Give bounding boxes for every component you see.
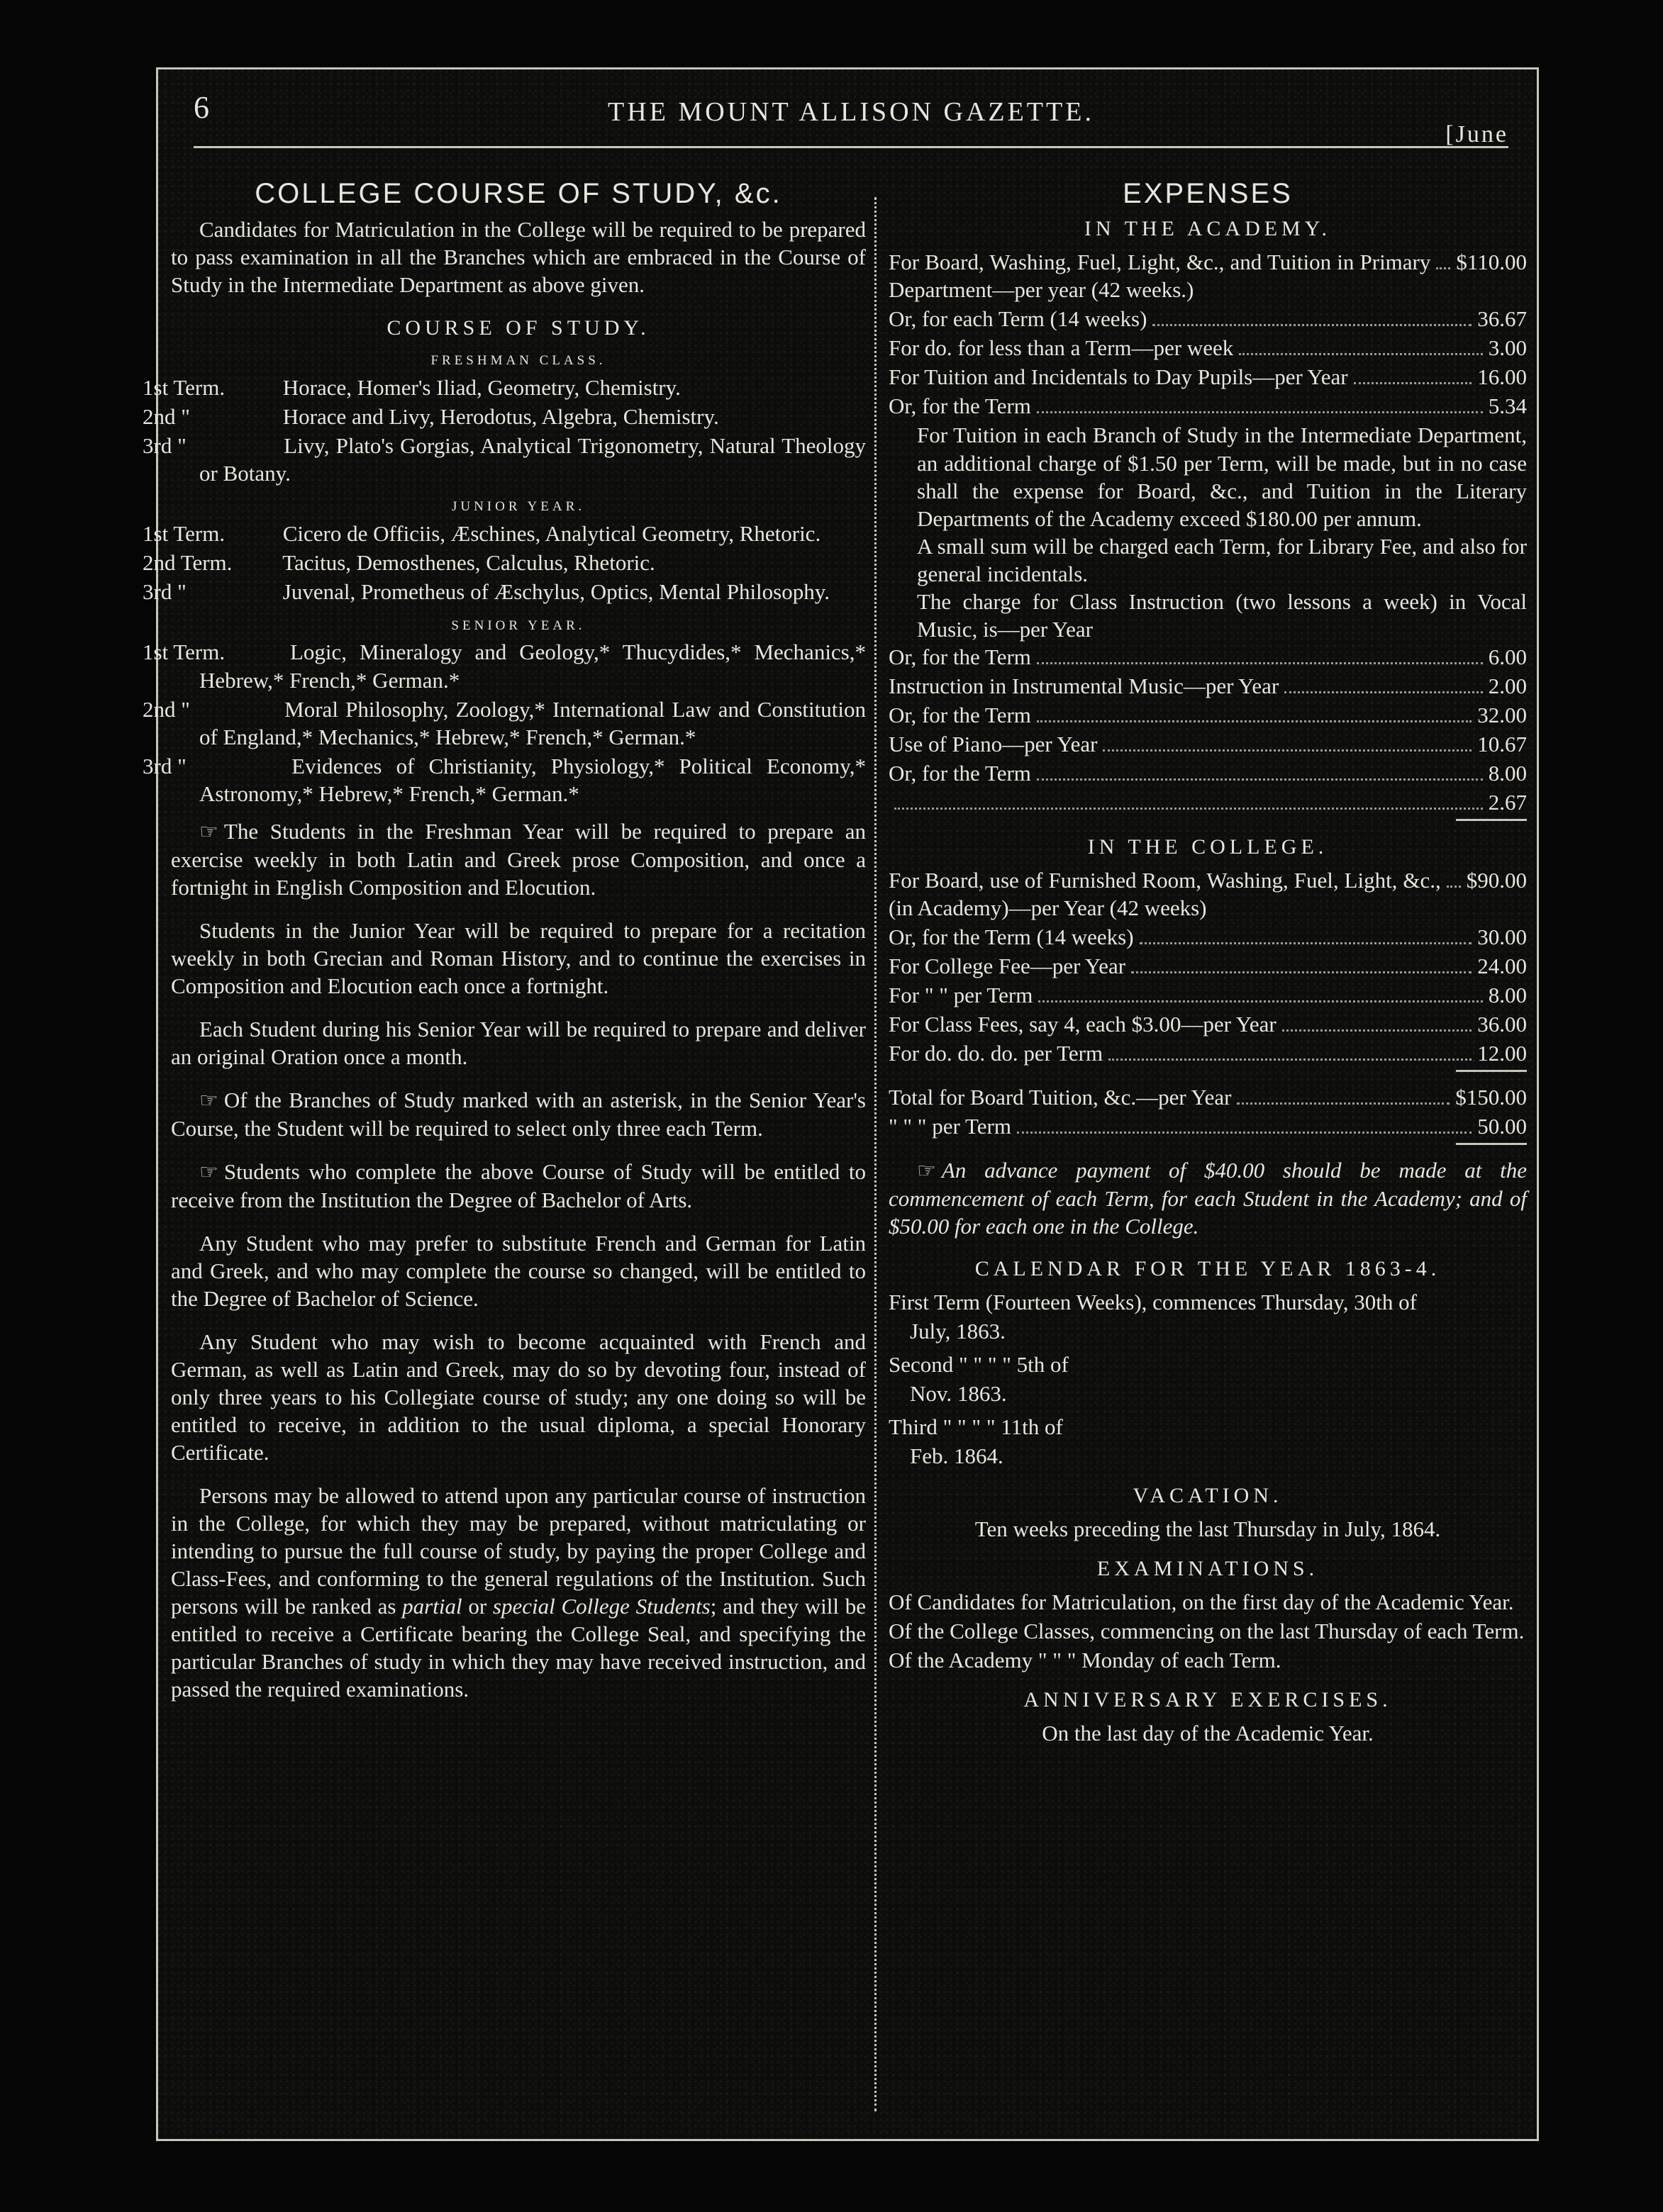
expense-row [889, 672, 1527, 700]
expense-label: For Board, Washing, Fuel, Light, &c., and Tuition in Primary Department—per year (42 weeks.) [889, 250, 1431, 303]
exam-matriculation: Of Candidates for Matriculation, on the first day of the Academic Year. [889, 1589, 1514, 1614]
expense-amount: $110.00 [1456, 250, 1527, 275]
academy-heading: IN THE ACADEMY. [1084, 217, 1332, 241]
expense-amount: 10.67 [1477, 731, 1527, 756]
expense-label: Or, for the Term (14 weeks) [889, 925, 1134, 950]
expense-amount: 50.00 [1477, 1114, 1527, 1139]
junior-term-3 [143, 578, 866, 605]
expense-label: Or, for each Term (14 weeks) [889, 306, 1147, 332]
expense-amount: 2.67 [1488, 790, 1527, 815]
term-label: 2nd Term. [143, 550, 233, 576]
expense-amount: 16.00 [1477, 364, 1527, 390]
freshman-heading: FRESHMAN CLASS. [430, 353, 606, 369]
bachelor-science-paragraph: Any Student who may prefer to substitute French and German for Latin and Greek, and who may complete the course so changed, will be entitled to the Degree of Bachelor of Science. [171, 1230, 866, 1311]
term-subjects: Horace, Homer's Iliad, Geometry, Chemistry. [282, 375, 681, 401]
dot-leader [1037, 662, 1483, 664]
dot-leader [894, 808, 1483, 810]
expense-row [889, 305, 1527, 333]
freshman-exercise-paragraph [171, 817, 866, 901]
calendar-third-term: Third " " " " 11th of [889, 1414, 1063, 1440]
dot-leader [1282, 1029, 1472, 1032]
sum-rule [1456, 819, 1527, 821]
junior-term-2 [143, 549, 866, 576]
dot-leader [1037, 720, 1472, 722]
course-section-heading: COLLEGE COURSE OF STUDY, &c. [255, 178, 782, 209]
expense-row [889, 1010, 1527, 1038]
vacation-heading: VACATION. [1133, 1484, 1283, 1508]
dot-leader [1038, 1000, 1482, 1002]
expense-label: For Class Fees, say 4, each $3.00—per Year [889, 1012, 1277, 1037]
freshman-term-3 [143, 432, 867, 487]
expense-label: " " " per Term [889, 1114, 1011, 1139]
expense-amount: 3.00 [1488, 335, 1527, 361]
dot-leader [1447, 886, 1461, 888]
expenses-heading: EXPENSES [1123, 178, 1293, 209]
masthead-title: THE MOUNT ALLISON GAZETTE. [608, 97, 1094, 127]
term-subjects: Evidences of Christianity, Physiology,* Political Economy,* Astronomy,* Hebrew,* French,* German.* [199, 753, 866, 806]
bachelor-arts-paragraph [171, 1158, 866, 1214]
expense-amount: 6.00 [1488, 644, 1527, 669]
term-label: 1st Term. [143, 521, 226, 547]
dot-leader [1037, 411, 1483, 413]
expense-label: Instruction in Instrumental Music—per Year [889, 673, 1279, 698]
calendar-heading: CALENDAR FOR THE YEAR 1863-4. [974, 1257, 1441, 1281]
dot-leader [1108, 1058, 1472, 1061]
expense-label: For College Fee—per Year [889, 954, 1126, 979]
senior-oration-paragraph: Each Student during his Senior Year will be required to prepare and deliver an original Oration once a month. [171, 1016, 866, 1069]
term-label: 3rd " [143, 579, 187, 605]
dot-leader [1436, 267, 1450, 269]
expense-label: For " " per Term [889, 983, 1033, 1008]
expense-label: Total for Board Tuition, &c.—per Year [889, 1085, 1232, 1110]
pointing-hand-icon: ☞ [917, 1159, 936, 1183]
expense-label: Or, for the Term [889, 644, 1031, 669]
total-row [889, 1083, 1527, 1111]
term-subjects: Moral Philosophy, Zoology,* International Law and Constitution of England,* Mechanics,* Hebrew,* French,* German.* [199, 696, 866, 749]
expense-row [889, 730, 1527, 758]
term-subjects: Horace and Livy, Herodotus, Algebra, Chemistry. [282, 404, 719, 430]
expense-row [889, 759, 1527, 787]
total-row [889, 1112, 1527, 1140]
gazette-page [143, 67, 1539, 2141]
expense-row [889, 952, 1527, 980]
senior-term-2 [143, 696, 866, 751]
term-label: 1st Term. [143, 375, 226, 401]
paragraph-text: or [462, 1594, 493, 1619]
expense-label: Or, for the Term [889, 761, 1031, 786]
junior-term-1 [143, 520, 866, 547]
senior-heading: SENIOR YEAR. [451, 618, 586, 633]
asterisk-note-paragraph [171, 1086, 866, 1142]
calendar-second-term-date: Nov. 1863. [910, 1381, 1007, 1407]
term-subjects: Livy, Plato's Gorgias, Analytical Trigonometry, Natural Theology or Botany. [199, 433, 867, 486]
column-divider [874, 197, 877, 2111]
paragraph-text: The Students in the Freshman Year will be required to prepare an exercise weekly in both Latin and Greek prose Composition, and once a fortnight in English Composition and Elocution. [171, 818, 866, 900]
expense-label: Or, for the Term [889, 393, 1031, 419]
expense-row [889, 981, 1527, 1009]
expense-row [889, 248, 1527, 303]
calendar-first-term: First Term (Fourteen Weeks), commences Thursday, 30th of [889, 1290, 1417, 1315]
term-subjects: Juvenal, Prometheus of Æschylus, Optics, Mental Philosophy. [282, 579, 830, 605]
vocal-music-note: The charge for Class Instruction (two lessons a week) in Vocal Music, is—per Year [917, 588, 1527, 642]
expense-row [889, 363, 1527, 391]
calendar-second-term: Second " " " " 5th of [889, 1352, 1069, 1378]
expense-label: For Board, use of Furnished Room, Washing, Fuel, Light, &c., (in Academy)—per Year (42 weeks) [889, 867, 1441, 920]
expense-amount: 30.00 [1477, 925, 1527, 950]
expense-label: Use of Piano—per Year [889, 731, 1098, 756]
freshman-term-1 [143, 374, 866, 401]
anniversary-heading: ANNIVERSARY EXERCISES. [1023, 1688, 1392, 1712]
term-label: 3rd " [143, 433, 187, 459]
issue-month: [June [1445, 121, 1508, 147]
course-of-study-heading: COURSE OF STUDY. [386, 315, 650, 340]
freshman-term-2 [143, 403, 866, 430]
page-header [194, 89, 1508, 148]
dot-leader [1140, 942, 1472, 944]
paragraph-text: Persons may be allowed to attend upon any particular course of instruction in the College, for which they may be prepared, without matriculating or intending to pursue the full course of study, by paying the proper College and Class-Fees, and conforming to the general regulations of the Institution. Such persons will be ranked as [171, 1482, 866, 1619]
pointing-hand-icon: ☞ [199, 1088, 218, 1112]
dot-leader [1131, 971, 1472, 973]
emphasis-text: partial [402, 1594, 462, 1619]
senior-term-1 [143, 638, 866, 693]
matriculation-paragraph: Candidates for Matriculation in the College will be required to be prepared to pass examination in all the Branches which are embraced in the Course of Study in the Intermediate Department as above given. [171, 217, 866, 298]
anniversary-text: On the last day of the Academic Year. [1042, 1720, 1374, 1745]
term-label: 1st Term. [143, 639, 226, 665]
expense-amount: 32.00 [1477, 702, 1527, 727]
emphasis-text: special College Students [492, 1594, 711, 1619]
exam-academy: Of the Academy " " " Monday of each Term. [889, 1648, 1281, 1673]
expense-amount: $150.00 [1455, 1085, 1527, 1110]
dot-leader [1237, 1102, 1450, 1105]
calendar-first-term-date: July, 1863. [910, 1319, 1006, 1344]
dot-leader [1103, 749, 1472, 752]
college-heading: IN THE COLLEGE. [1087, 835, 1328, 859]
term-subjects: Tacitus, Demosthenes, Calculus, Rhetoric. [282, 550, 655, 576]
library-fee-note: A small sum will be charged each Term, for Library Fee, and also for general incidentals. [917, 533, 1527, 586]
expense-amount: $90.00 [1466, 867, 1527, 893]
intermediate-charge-note: For Tuition in each Branch of Study in the Intermediate Department, an additional charge of $1.50 per Term, will be made, but in no case shall the expense for Board, &c., and Tuition in the Literary Departments of the Academy exceed $180.00 per annum. [917, 423, 1527, 531]
paragraph-text: Students who complete the above Course of Study will be entitled to receive from the Institution the Degree of Bachelor of Arts. [171, 1158, 866, 1212]
sum-rule [1456, 1070, 1527, 1072]
expense-amount: 8.00 [1488, 761, 1527, 786]
honorary-certificate-paragraph: Any Student who may wish to become acquainted with French and German, as well as Latin and Greek, may do so by devoting four, instead of only three years to his Collegiate course of study; any one doing so will be entitled to receive, in addition to the usual diploma, a special Honorary Certificate. [171, 1329, 866, 1465]
term-subjects: Logic, Mineralogy and Geology,* Thucydides,* Mechanics,* Hebrew,* French,* German.* [199, 639, 866, 693]
expense-row [889, 392, 1527, 420]
dot-leader [1017, 1132, 1472, 1134]
page-number: 6 [194, 90, 209, 125]
pointing-hand-icon: ☞ [199, 1160, 218, 1184]
expense-row [889, 788, 1527, 816]
term-label: 2nd " [143, 404, 190, 430]
expense-amount: 36.00 [1477, 1012, 1527, 1037]
expense-amount: 5.34 [1488, 393, 1527, 419]
expense-amount: 12.00 [1477, 1041, 1527, 1066]
dot-leader [1037, 778, 1483, 781]
exam-college-classes: Of the College Classes, commencing on the last Thursday of each Term. [889, 1619, 1525, 1643]
partial-students-paragraph [171, 1482, 866, 1703]
expense-amount: 36.67 [1477, 306, 1527, 332]
expense-row [889, 866, 1527, 922]
dot-leader [1239, 353, 1483, 355]
senior-term-3 [143, 752, 866, 808]
left-column [143, 176, 867, 1719]
expense-row [889, 643, 1527, 671]
paragraph-text: An advance payment of $40.00 should be made at the commencement of each Term, for each Student in the Academy; and of $50.00 for each one in the College. [889, 1158, 1527, 1239]
right-column [889, 176, 1527, 1747]
dot-leader [1284, 691, 1483, 693]
expense-row [889, 701, 1527, 729]
junior-exercise-paragraph: Students in the Junior Year will be required to prepare for a recitation weekly in both Grecian and Roman History, and to continue the exercises in Composition and Elocution each once a fortnight. [171, 917, 866, 998]
expense-label: For Tuition and Incidentals to Day Pupils—per Year [889, 364, 1348, 390]
calendar-third-term-date: Feb. 1864. [910, 1443, 1003, 1469]
expense-amount: 2.00 [1488, 673, 1527, 698]
dot-leader [1152, 324, 1472, 326]
expense-amount: 8.00 [1488, 983, 1527, 1008]
paragraph-text: ; and they will be entitled to receive a Certificate bearing the College Seal, and specifying the particular Branches of study in which they may have received instruction, and passed the required examinations. [171, 1594, 867, 1702]
expense-row [889, 334, 1527, 362]
vacation-text: Ten weeks preceding the last Thursday in July, 1864. [974, 1516, 1441, 1542]
term-label: 3rd " [143, 753, 187, 778]
expense-row [889, 1039, 1527, 1067]
sum-rule [1456, 1143, 1527, 1145]
expense-label: For do. for less than a Term—per week [889, 335, 1234, 361]
expense-amount: 24.00 [1477, 954, 1527, 979]
expense-label: For do. do. do. per Term [889, 1041, 1103, 1066]
examinations-heading: EXAMINATIONS. [1096, 1557, 1319, 1581]
term-label: 2nd " [143, 696, 190, 722]
paragraph-text: Of the Branches of Study marked with an asterisk, in the Senior Year's Course, the Student will be required to select only three each Term. [171, 1087, 866, 1141]
pointing-hand-icon: ☞ [199, 820, 218, 844]
expense-row [889, 923, 1527, 951]
expense-label: Or, for the Term [889, 702, 1031, 727]
advance-payment-note [889, 1156, 1527, 1240]
dot-leader [1354, 382, 1472, 384]
junior-heading: JUNIOR YEAR. [451, 499, 586, 515]
term-subjects: Cicero de Officiis, Æschines, Analytical Geometry, Rhetoric. [282, 521, 821, 547]
